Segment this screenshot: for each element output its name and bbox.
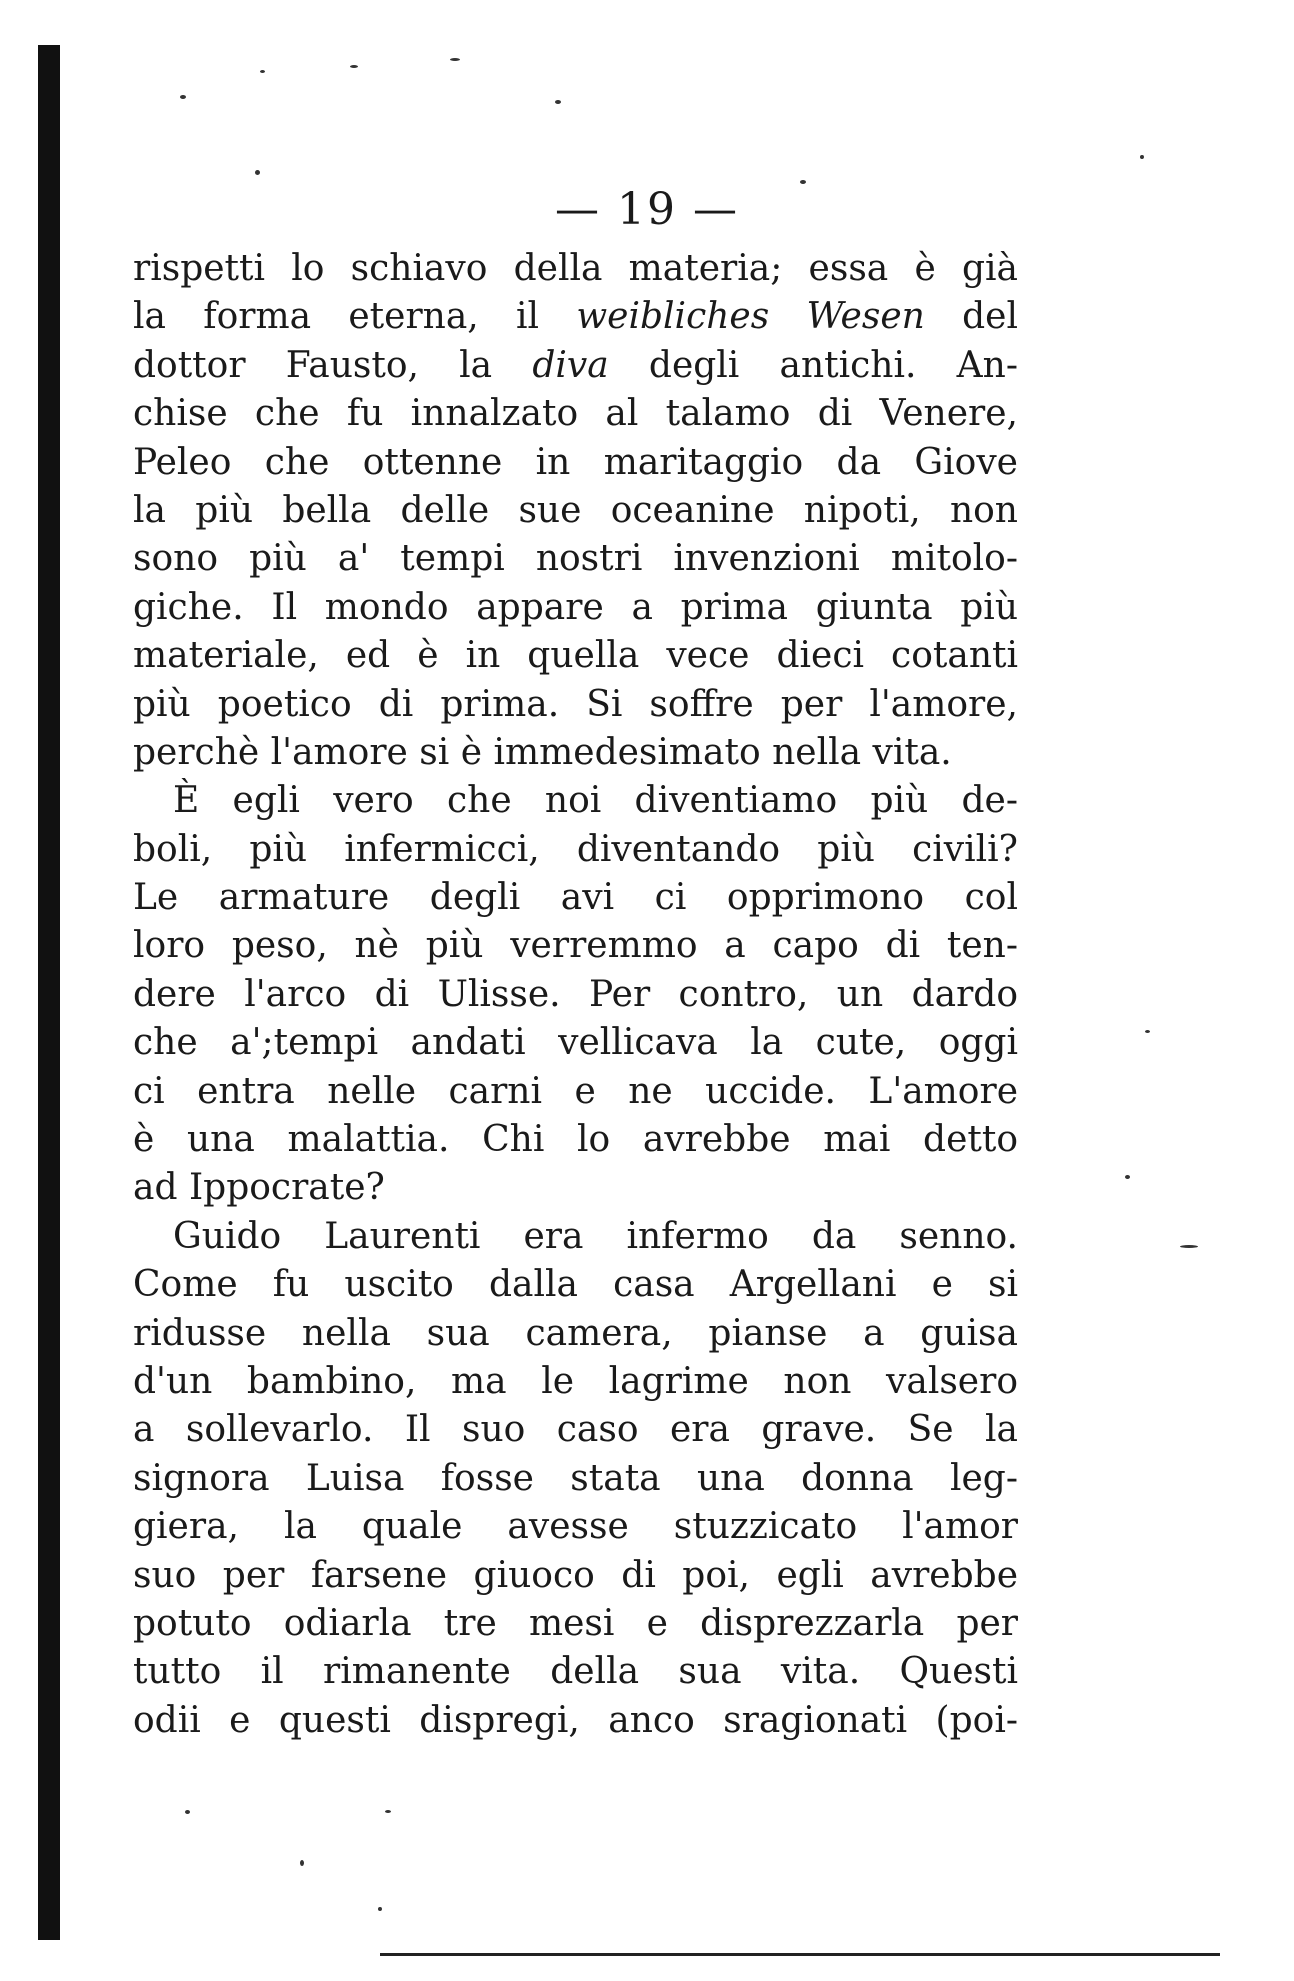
text-line: materiale, ed è in quella vece dieci cotanti [133, 635, 1018, 677]
scan-speck [555, 100, 561, 104]
text-line: è una malattia. Chi lo avrebbe mai detto [133, 1119, 1018, 1161]
text-line: Peleo che ottenne in maritaggio da Giove [133, 441, 1018, 483]
text-line: ad Ippocrate? [133, 1167, 385, 1209]
scan-speck [1125, 1175, 1130, 1179]
italic-phrase: diva [532, 344, 609, 386]
scan-speck [300, 1860, 304, 1866]
text-run: del [924, 296, 1018, 338]
text-run: dottor Fausto, la [133, 344, 533, 386]
text-line: sono più a' tempi nostri invenzioni mitolo- [133, 538, 1018, 580]
text-line: ridusse nella sua camera, pianse a guisa [133, 1312, 1018, 1354]
text-line: È egli vero che noi diventiamo più de- [173, 780, 1018, 822]
text-line: perchè l'amore si è immedesimato nella vita. [133, 731, 952, 773]
scan-speck [1145, 1030, 1150, 1033]
text-run: degli antichi. An- [608, 344, 1018, 386]
scan-speck [350, 65, 358, 68]
scan-speck [1140, 155, 1144, 159]
text-line: signora Luisa fosse stata una donna leg- [133, 1457, 1018, 1499]
text-line: d'un bambino, ma le lagrime non valsero [133, 1360, 1018, 1402]
scan-speck [1180, 1245, 1198, 1248]
scan-speck [260, 70, 265, 73]
text-line: tutto il rimanente della sua vita. Questi [133, 1651, 1018, 1693]
text-line: Le armature degli avi ci opprimono col [133, 877, 1018, 919]
scan-speck [385, 1810, 391, 1813]
text-line: più poetico di prima. Si soffre per l'amore, [133, 683, 1018, 725]
text-line: che a';tempi andati vellicava la cute, oggi [133, 1022, 1018, 1064]
scan-speck [378, 1907, 382, 1911]
text-line: odii e questi dispregi, anco sragionati (poi- [133, 1699, 1018, 1741]
text-line: boli, più infermicci, diventando più civili? [133, 828, 1018, 870]
text-line: suo per farsene giuoco di poi, egli avrebbe [133, 1554, 1018, 1596]
scan-speck [450, 58, 460, 61]
text-line: a sollevarlo. Il suo caso era grave. Se la [133, 1409, 1018, 1451]
scan-speck [255, 170, 260, 175]
scan-speck [185, 1810, 190, 1814]
text-line: la più bella delle sue oceanine nipoti, non [133, 489, 1018, 531]
text-line: dere l'arco di Ulisse. Per contro, un dardo [133, 973, 1018, 1015]
text-line: giera, la quale avesse stuzzicato l'amor [133, 1506, 1018, 1548]
body-text [133, 245, 1018, 1745]
scan-speck [180, 95, 186, 99]
text-line: loro peso, nè più verremmo a capo di ten- [133, 925, 1018, 967]
text-line: chise che fu innalzato al talamo di Venere, [133, 393, 1018, 435]
text-line: ci entra nelle carni e ne uccide. L'amore [133, 1070, 1018, 1112]
text-line: Come fu uscito dalla casa Argellani e si [133, 1264, 1018, 1306]
page-number: — 19 — [555, 184, 739, 235]
bottom-edge-rule [380, 1953, 1220, 1956]
text-run: la forma eterna, il [133, 296, 577, 338]
text-line: Guido Laurenti era infermo da senno. [173, 1215, 1018, 1257]
text-line [133, 293, 1018, 341]
text-line: giche. Il mondo appare a prima giunta più [133, 586, 1018, 628]
text-line: potuto odiarla tre mesi e disprezzarla per [133, 1602, 1018, 1644]
text-line [133, 342, 1018, 390]
binding-edge-rule [38, 45, 60, 1940]
text-line: rispetti lo schiavo della materia; essa è già [133, 248, 1018, 289]
italic-phrase: weibliches Wesen [576, 296, 925, 338]
scan-speck [800, 180, 806, 184]
